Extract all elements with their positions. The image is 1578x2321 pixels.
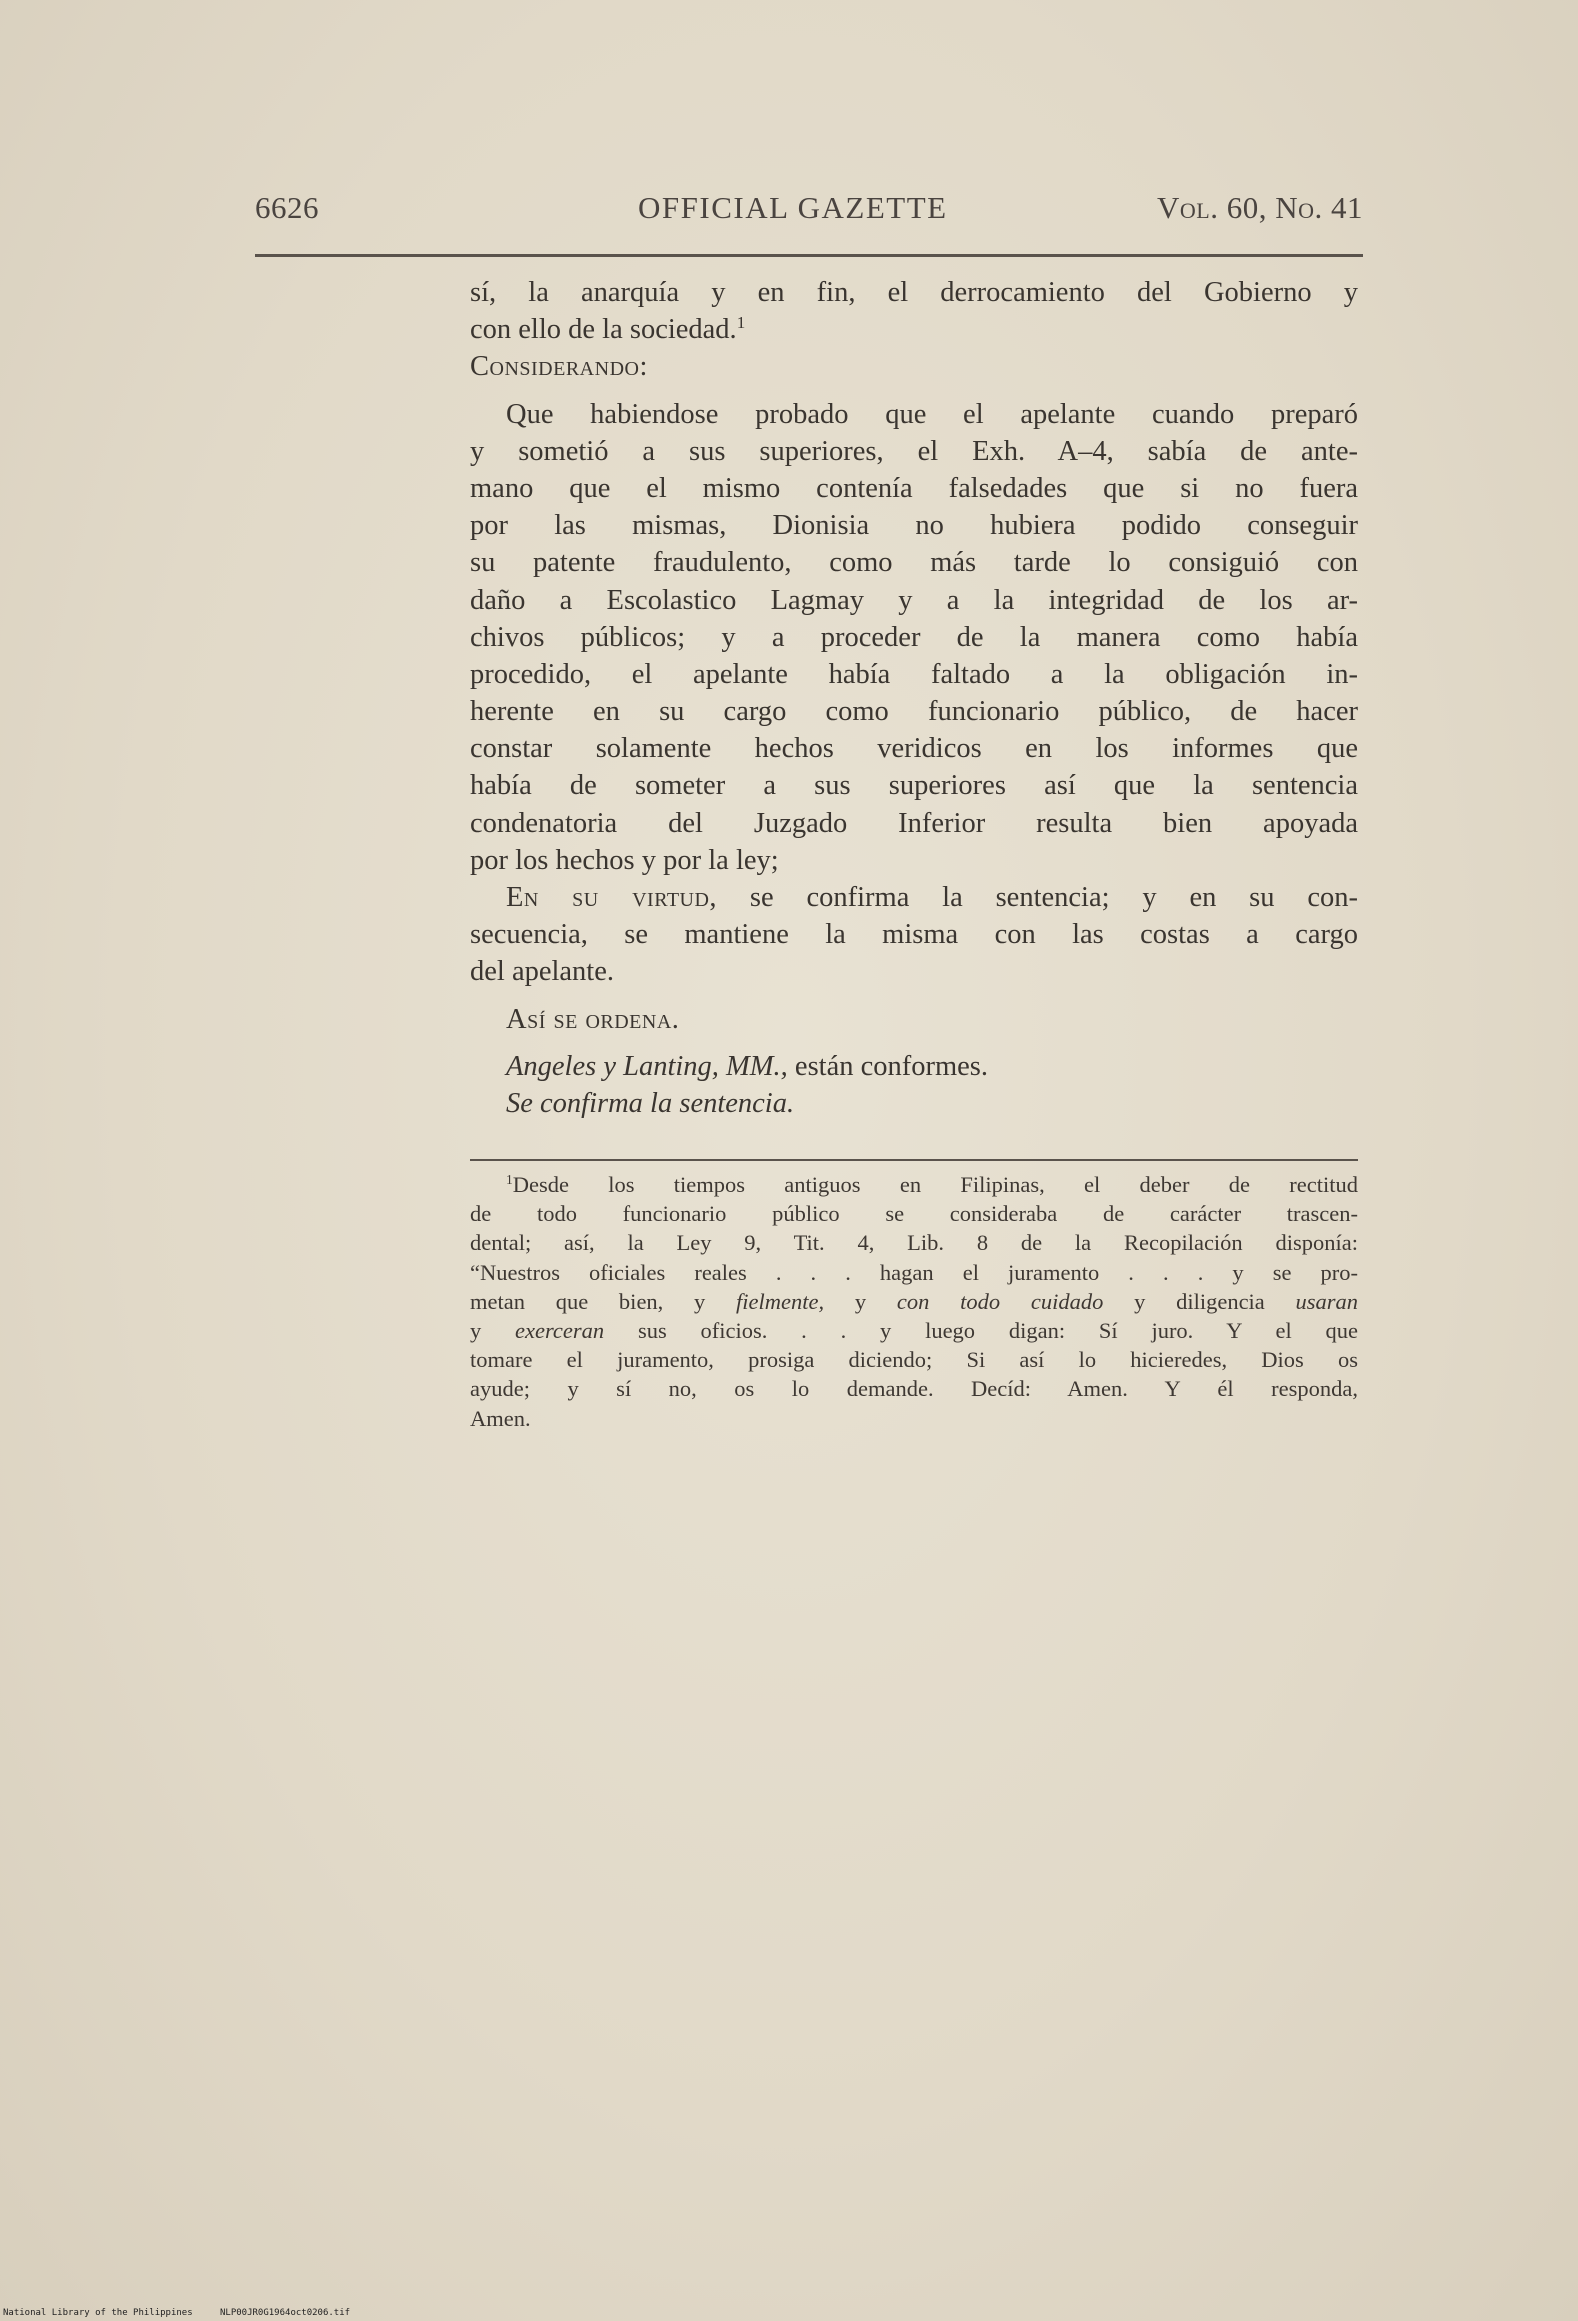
footnote-line: dental; así, la Ley 9, Tit. 4, Lib. 8 de la Recopilación disponía: <box>470 1230 1358 1256</box>
footnote-number: 1 <box>506 1171 513 1187</box>
page-number: 6626 <box>255 190 319 225</box>
text-line: con ello de la sociedad.$^1$ <box>470 312 746 346</box>
footnote-line: metan que bien, y fielmente, y con todo cuidado y diligencia usaran <box>470 1288 1359 1314</box>
en-su-virtud: En su virtud, <box>506 882 718 913</box>
scan-filename: NLP00JR0G1964oct0206.tif <box>220 2308 351 2318</box>
text-line: secuencia, se mantiene la misma con las costas a cargo <box>470 919 1358 951</box>
text-line: y sometió a sus superiores, el Exh. A–4, sabía de ante- <box>470 435 1358 467</box>
result-line: Se confirma la sentencia. <box>506 1087 795 1119</box>
page-header <box>255 190 1363 238</box>
text-line: procedido, el apelante había faltado a la obligación in- <box>470 658 1358 690</box>
text-line: constar solamente hechos veridicos en los informes que <box>470 733 1358 765</box>
text-line: sí, la anarquía y en fin, el derrocamiento del Gobierno y <box>470 277 1358 308</box>
footnote-line: y exerceran sus oficios. . . y luego digan: Sí juro. Y el que <box>470 1317 1358 1343</box>
concurrence-line: Angeles y Lanting, MM., están conformes. <box>506 1050 989 1082</box>
scan-label <box>3 2308 351 2318</box>
footnote-line: $^1$Desde los tiempos antiguos en Filipinas, el deber de rectitud <box>506 1171 1358 1197</box>
text-line: mano que el mismo contenía falsedades que si no fuera <box>470 472 1358 504</box>
decision-text <box>470 274 1358 1122</box>
text-line: había de someter a sus superiores así que la sentencia <box>470 770 1358 802</box>
footnote-line: tomare el juramento, prosiga diciendo; Si así lo hicieredes, Dios os <box>470 1347 1358 1373</box>
footnote-line: ayude; y sí no, os lo demande. Decíd: Amen. Y él responda, <box>470 1376 1358 1402</box>
ordena-line: Así se ordena. <box>506 1003 680 1035</box>
text-line: del apelante. <box>470 956 615 988</box>
footnote-line: de todo funcionario público se consideraba de carácter trascen- <box>470 1201 1358 1227</box>
text-line: condenatoria del Juzgado Inferior resulta bien apoyada <box>470 807 1358 839</box>
header-rule <box>255 254 1363 257</box>
text-line: por las mismas, Dionisia no hubiera podido conseguir <box>470 510 1358 542</box>
publication-title: OFFICIAL GAZETTE <box>638 190 948 225</box>
library-name: National Library of the Philippines <box>3 2308 193 2318</box>
text-line: por los hechos y por la ley; <box>470 844 779 876</box>
text-line: En su virtud, se confirma la sentencia; y en su con- <box>506 882 1358 913</box>
text-line: daño a Escolastico Lagmay y a la integridad de los ar- <box>470 584 1358 616</box>
footnote-rule <box>470 1159 1358 1161</box>
footnote <box>470 1170 1358 1433</box>
text-line: Que habiendose probado que el apelante cuando preparó <box>506 398 1358 430</box>
footnote-ref: 1 <box>736 312 746 332</box>
footnote-line: “Nuestros oficiales reales . . . hagan el juramento . . . y se pro- <box>470 1259 1358 1285</box>
text-line: chivos públicos; y a proceder de la manera como había <box>470 621 1358 653</box>
text-line: herente en su cargo como funcionario público, de hacer <box>470 696 1358 728</box>
footnote-line: Amen. <box>470 1405 531 1431</box>
text-line: su patente fraudulento, como más tarde lo consiguió con <box>470 547 1358 579</box>
considerando-heading: Considerando: <box>470 351 648 383</box>
volume-number: Vol. 60, No. 41 <box>1157 190 1363 225</box>
